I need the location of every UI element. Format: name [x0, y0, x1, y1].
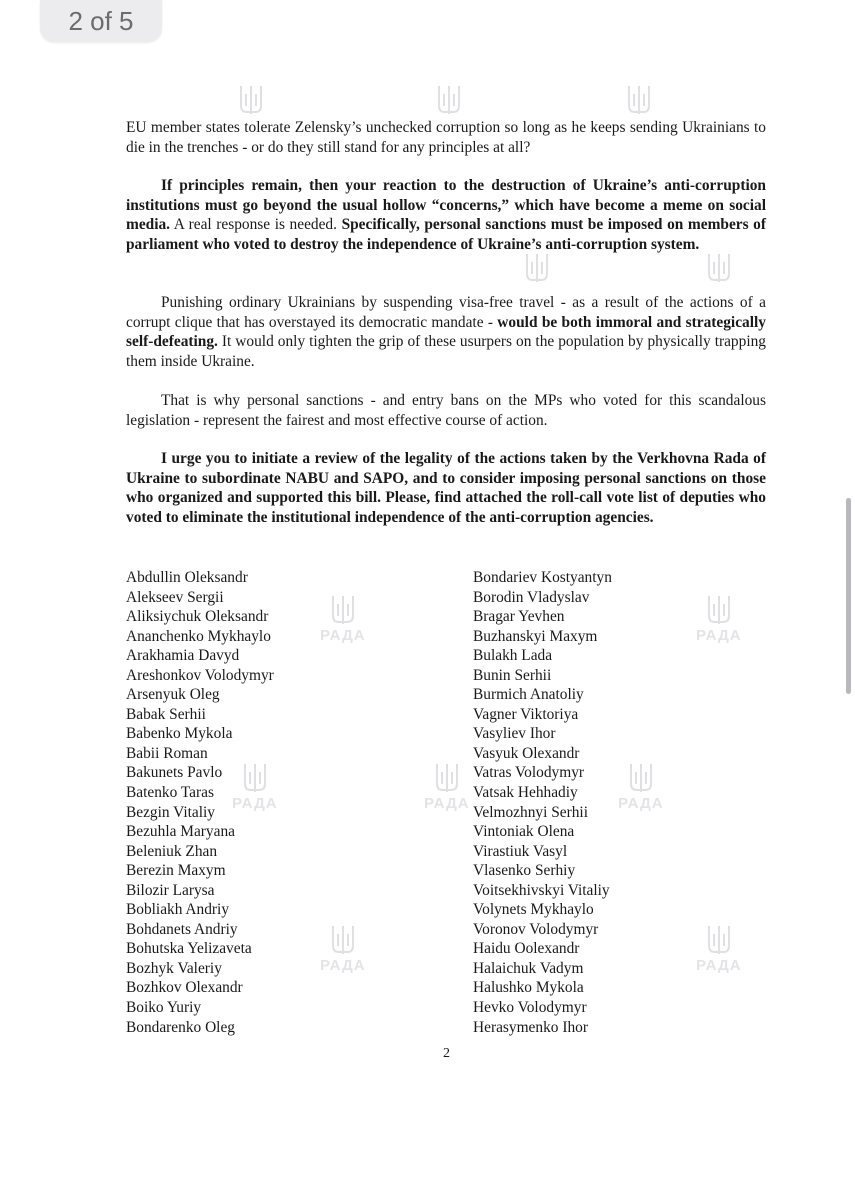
- paragraph-visa-free: [126, 293, 766, 371]
- paragraph-urge-review: [126, 449, 766, 527]
- watermark: [696, 924, 742, 974]
- bold-text: If principles remain, then your reaction to the destruction of Ukraine’s anti-corruption institutions must go beyond the usual hollow “concerns,” which have become a meme on social media.: [126, 177, 766, 233]
- watermark: [626, 84, 652, 118]
- deputy-name: Herasymenko Ihor: [473, 1018, 588, 1036]
- deputy-name: Vatsak Hehhadiy: [473, 784, 578, 802]
- deputy-name: Alekseev Sergii: [126, 588, 224, 606]
- deputy-name: Volynets Mykhaylo: [473, 901, 594, 919]
- deputy-name: Arsenyuk Oleg: [126, 686, 220, 704]
- deputy-name: Bondariev Kostyantyn: [473, 569, 612, 586]
- deputy-name: Babenko Mykola: [126, 725, 233, 743]
- deputy-name: Bondarenko Oleg: [126, 1018, 235, 1036]
- watermark: [696, 594, 742, 644]
- deputy-name: Bohdanets Andriy: [126, 920, 238, 938]
- deputy-name: Haidu Oolexandr: [473, 940, 580, 958]
- watermark: [524, 252, 550, 286]
- deputy-name: Vlasenko Serhiy: [473, 862, 576, 880]
- deputy-name: Borodin Vladyslav: [473, 588, 590, 606]
- trident-icon: [706, 594, 732, 628]
- deputy-name: Bulakh Lada: [473, 647, 553, 665]
- page-number: 2: [443, 1046, 450, 1061]
- watermark-label: РАДА: [424, 795, 470, 812]
- watermark: [706, 252, 732, 286]
- watermark: [238, 84, 264, 118]
- deputy-name: Buzhanskyi Maxym: [473, 627, 598, 645]
- deputy-name: Babak Serhii: [126, 705, 206, 723]
- deputy-name: Halaichuk Vadym: [473, 959, 584, 977]
- deputy-name: Vatras Volodymyr: [473, 764, 585, 782]
- deputy-name: Bozhkov Olexandr: [126, 979, 243, 997]
- paragraph-text: I urge you to initiate a review of the legality of the actions taken by the Verkhovna Rada of Ukraine to subordinate NABU and SAPO, and to consider imposing personal sanctions on those who organized and supported this bill. Please, find attached the roll-call vote list of deputies who voted to eliminate the institutional independence of the anti-corruption agencies.: [126, 450, 766, 526]
- watermark-label: РАДА: [232, 795, 278, 812]
- plain-text: A real response is needed.: [170, 216, 342, 233]
- watermark-label: РАДА: [696, 957, 742, 974]
- deputy-name: Areshonkov Volodymyr: [126, 666, 274, 684]
- deputy-name: Beleniuk Zhan: [126, 842, 218, 860]
- watermark: [424, 762, 470, 812]
- paragraph-eu-tolerance: [126, 118, 766, 157]
- trident-icon: [626, 84, 652, 118]
- trident-icon: [524, 252, 550, 286]
- bold-text: would be both immoral and strategically self-defeating.: [126, 313, 766, 350]
- watermark: [618, 762, 664, 812]
- deputy-name: Bezgin Vitaliy: [126, 803, 215, 821]
- watermark-label: РАДА: [320, 957, 366, 974]
- trident-icon: [434, 762, 460, 796]
- deputies-list-left: [126, 568, 274, 1037]
- paragraph-text: That is why personal sanctions - and entry bans on the MPs who voted for this scandalous legislation - represent the fairest and most effective course of action.: [126, 392, 766, 429]
- trident-icon: [628, 762, 654, 796]
- trident-icon: [706, 924, 732, 958]
- watermark: [436, 84, 462, 118]
- paragraph-text: EU member states tolerate Zelensky’s unchecked corruption so long as he keeps sending Ukrainians to die in the trenches - or do they still stand for any principles at all?: [126, 119, 766, 156]
- deputy-name: Bilozir Larysa: [126, 881, 215, 899]
- plain-text: It would only tighten the grip of these usurpers on the population by physically trapping them inside Ukraine.: [126, 333, 766, 370]
- plain-text: Punishing ordinary Ukrainians by suspending visa-free travel - as a result of the actions of a corrupt clique that has overstayed its democratic mandate -: [126, 294, 766, 331]
- deputy-name: Bozhyk Valeriy: [126, 959, 222, 977]
- deputy-name: Aliksiychuk Oleksandr: [126, 608, 269, 626]
- trident-icon: [330, 594, 356, 628]
- deputy-name: Bakunets Pavlo: [126, 764, 223, 782]
- paragraph-personal-sanctions: [126, 391, 766, 430]
- deputy-name: Voitsekhivskyi Vitaliy: [473, 881, 610, 899]
- deputy-name: Arakhamia Davyd: [126, 647, 240, 665]
- watermark-label: РАДА: [320, 627, 366, 644]
- deputy-name: Bezuhla Maryana: [126, 823, 235, 841]
- trident-icon: [330, 924, 356, 958]
- deputy-name: Burmich Anatoliy: [473, 686, 584, 704]
- deputy-name: Batenko Taras: [126, 784, 214, 802]
- watermark-label: РАДА: [696, 627, 742, 644]
- deputy-name: Voronov Volodymyr: [473, 920, 599, 938]
- deputy-name: Vagner Viktoriya: [473, 705, 579, 723]
- trident-icon: [706, 252, 732, 286]
- deputy-name: Ananchenko Mykhaylo: [126, 627, 271, 645]
- deputy-name: Vintoniak Olena: [473, 823, 575, 841]
- deputy-name: Velmozhnyi Serhii: [473, 803, 588, 821]
- deputy-name: Berezin Maxym: [126, 862, 226, 880]
- watermark: [320, 594, 366, 644]
- deputy-name: Bunin Serhii: [473, 666, 552, 684]
- deputy-name: Vasyliev Ihor: [473, 725, 556, 743]
- watermark-label: РАДА: [618, 795, 664, 812]
- trident-icon: [238, 84, 264, 118]
- watermark: [320, 924, 366, 974]
- paragraph-principles: [126, 176, 766, 254]
- bold-text: Specifically, personal sanctions must be imposed on members of parliament who voted to destroy the independence of Ukraine’s anti-corruption system.: [126, 216, 767, 253]
- deputy-name: Bragar Yevhen: [473, 608, 565, 626]
- deputy-name: Virastiuk Vasyl: [473, 842, 568, 860]
- deputy-name: Halushko Mykola: [473, 979, 584, 997]
- deputy-name: Bobliakh Andriy: [126, 901, 230, 919]
- deputy-name: Boiko Yuriy: [126, 999, 202, 1017]
- deputy-name: Vasyuk Olexandr: [473, 744, 580, 762]
- deputies-list-right: [473, 568, 612, 1037]
- deputy-name: Hevko Volodymyr: [473, 999, 587, 1017]
- deputy-name: Babii Roman: [126, 744, 208, 762]
- page-indicator: 2 of 5: [40, 0, 162, 42]
- deputy-name: Abdullin Oleksandr: [126, 569, 248, 586]
- scrollbar[interactable]: [846, 498, 851, 694]
- trident-icon: [436, 84, 462, 118]
- deputy-name: Bohutska Yelizaveta: [126, 940, 252, 958]
